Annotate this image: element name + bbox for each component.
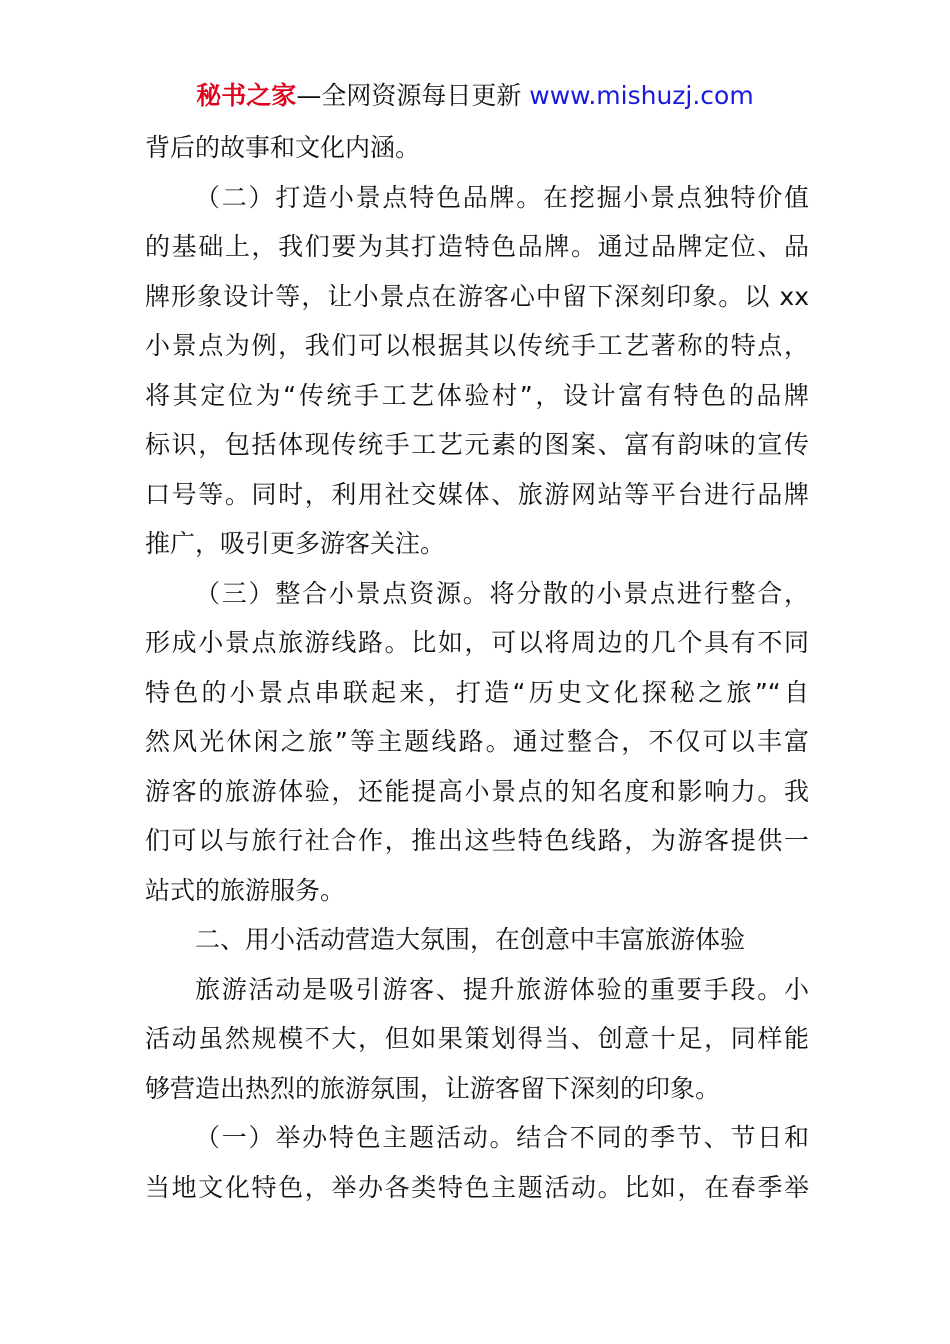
document-body [145, 123, 809, 1212]
text-line: 将其定位为“传统手工艺体验村”，设计富有特色的品牌 [145, 380, 809, 410]
text-line: 够营造出热烈的旅游氛围，让游客留下深刻的印象。 [145, 1073, 721, 1103]
paragraph-start-line: 旅游活动是吸引游客、提升旅游体验的重要手段。小 [195, 974, 809, 1004]
text-line: 游客的旅游体验，还能提高小景点的知名度和影响力。我 [145, 776, 809, 806]
brand-name: 秘书之家 [196, 81, 297, 110]
text-line: 们可以与旅行社合作，推出这些特色线路，为游客提供一 [145, 826, 809, 855]
text-line: 推广，吸引更多游客关注。 [145, 529, 446, 558]
text-line: 牌形象设计等，让小景点在游客心中留下深刻印象。以 xx [145, 281, 809, 311]
text-line: 的基础上，我们要为其打造特色品牌。通过品牌定位、品 [145, 232, 809, 261]
text-line: 特色的小景点串联起来，打造“历史文化探秘之旅”“自 [145, 677, 809, 707]
text-line: 小景点为例，我们可以根据其以传统手工艺著称的特点， [145, 331, 809, 360]
paragraph-start-line: （三）整合小景点资源。将分散的小景点进行整合， [195, 578, 809, 608]
section-heading: 二、用小活动营造大氛围，在创意中丰富旅游体验 [195, 925, 746, 954]
paragraph-start-line: （二）打造小景点特色品牌。在挖掘小景点独特价值 [195, 182, 809, 212]
text-line: 站式的旅游服务。 [145, 875, 346, 905]
site-url-link[interactable]: www.mishuzj.com [529, 81, 754, 110]
text-line: 标识，包括体现传统手工艺元素的图案、富有韵味的宣传 [145, 430, 809, 459]
text-line: 背后的故事和文化内涵。 [145, 133, 421, 162]
header-tagline: —全网资源每日更新 [296, 81, 522, 110]
paragraph-start-line: （一）举办特色主题活动。结合不同的季节、节日和 [195, 1123, 809, 1152]
text-line: 然风光休闲之旅”等主题线路。通过整合，不仅可以丰富 [145, 727, 809, 756]
text-line: 形成小景点旅游线路。比如，可以将周边的几个具有不同 [145, 628, 809, 657]
text-line: 口号等。同时，利用社交媒体、旅游网站等平台进行品牌 [145, 479, 809, 509]
page-header [0, 80, 950, 112]
text-line: 当地文化特色，举办各类特色主题活动。比如，在春季举 [145, 1172, 809, 1202]
text-line: 活动虽然规模不大，但如果策划得当、创意十足，同样能 [145, 1024, 809, 1053]
